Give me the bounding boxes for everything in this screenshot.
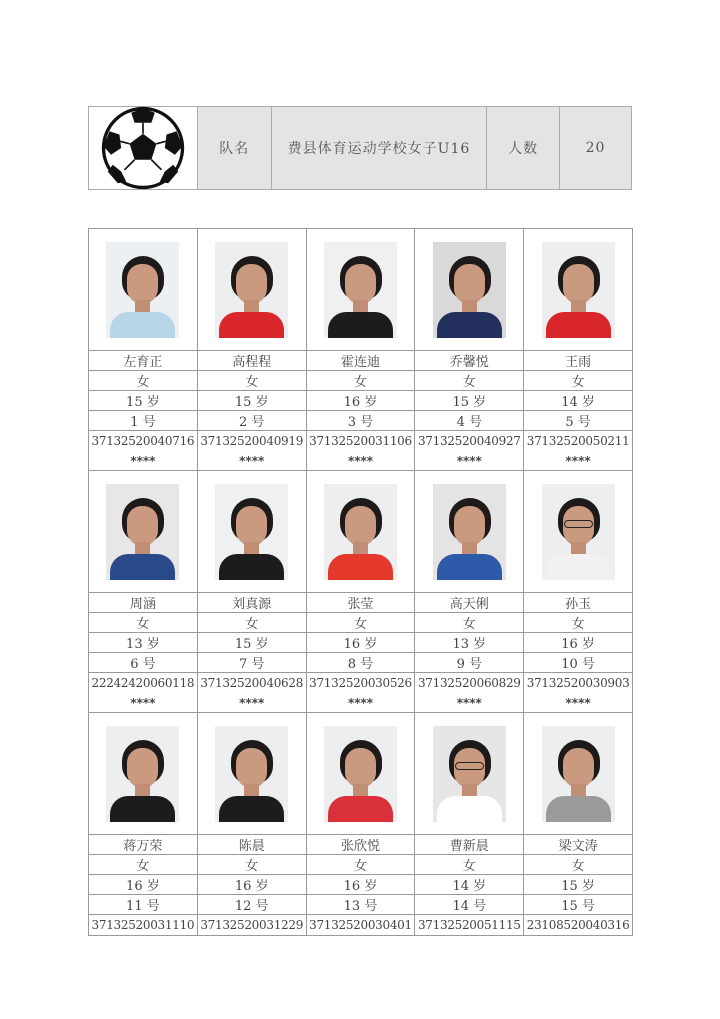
photo-cell <box>307 229 416 351</box>
team-name-label-cell <box>198 107 272 189</box>
player-number: 14 号 <box>415 895 524 915</box>
player-id: 37132520030903 <box>526 676 630 690</box>
player-age: 14 岁 <box>524 391 633 411</box>
player-id-masked: **** <box>239 453 265 468</box>
count-label-cell <box>487 107 560 189</box>
player-gender: 女 <box>524 613 633 633</box>
player-photo <box>542 484 615 580</box>
team-logo-cell <box>89 107 198 189</box>
player-gender-row <box>89 613 633 633</box>
player-id-cell <box>307 915 416 936</box>
player-id-masked: **** <box>239 695 265 710</box>
player-name: 霍连迪 <box>307 351 416 371</box>
player-gender: 女 <box>524 371 633 391</box>
player-id-cell <box>524 673 633 713</box>
player-photo <box>542 242 615 338</box>
player-number: 10 号 <box>524 653 633 673</box>
player-photo <box>215 484 288 580</box>
player-number: 7 号 <box>198 653 307 673</box>
player-photo <box>433 726 506 822</box>
player-gender: 女 <box>198 855 307 875</box>
player-number-row <box>89 895 633 915</box>
player-id-row <box>89 915 633 936</box>
photo-face <box>563 264 594 304</box>
player-number: 4 号 <box>415 411 524 431</box>
count-label: 人数 <box>508 141 539 157</box>
player-number-row <box>89 411 633 431</box>
count-value: 20 <box>585 140 606 156</box>
player-name: 张欣悦 <box>307 835 416 855</box>
player-id-row <box>89 673 633 713</box>
team-name-label: 队名 <box>219 141 250 157</box>
player-id-cell <box>89 431 198 471</box>
photo-face <box>127 264 158 304</box>
photo-face <box>236 506 267 546</box>
photo-shirt <box>219 554 284 580</box>
player-gender: 女 <box>89 855 198 875</box>
player-number: 12 号 <box>198 895 307 915</box>
player-id-cell <box>198 673 307 713</box>
player-name: 孙玉 <box>524 593 633 613</box>
player-id: 37132520031229 <box>200 918 304 932</box>
player-name-row <box>89 835 633 855</box>
player-age: 13 岁 <box>415 633 524 653</box>
photo-shirt <box>437 554 502 580</box>
photo-cell <box>524 229 633 351</box>
photo-shirt <box>110 554 175 580</box>
photo-shirt <box>437 796 502 822</box>
player-photo <box>106 242 179 338</box>
photo-cell <box>89 229 198 351</box>
player-gender: 女 <box>307 855 416 875</box>
player-gender-row <box>89 371 633 391</box>
player-age-row <box>89 633 633 653</box>
player-id-cell <box>198 915 307 936</box>
player-gender: 女 <box>415 855 524 875</box>
photo-cell <box>415 229 524 351</box>
player-id-masked: **** <box>347 695 374 710</box>
player-age: 15 岁 <box>198 391 307 411</box>
player-age: 13 岁 <box>89 633 198 653</box>
player-gender: 女 <box>524 855 633 875</box>
player-number: 15 号 <box>524 895 633 915</box>
player-number: 6 号 <box>89 653 198 673</box>
player-number: 13 号 <box>307 895 416 915</box>
team-name-cell <box>272 107 488 189</box>
player-id-masked: **** <box>456 453 482 468</box>
player-id: 37132520040628 <box>200 676 304 690</box>
photo-face <box>345 748 376 788</box>
player-id: 37132520030526 <box>309 676 412 690</box>
player-age: 16 岁 <box>307 633 416 653</box>
player-name: 乔馨悦 <box>415 351 524 371</box>
player-gender: 女 <box>415 371 524 391</box>
player-gender: 女 <box>198 613 307 633</box>
player-photo <box>324 726 397 822</box>
player-age: 15 岁 <box>415 391 524 411</box>
player-name: 王雨 <box>524 351 633 371</box>
player-number: 1 号 <box>89 411 198 431</box>
player-photo <box>324 484 397 580</box>
player-photo <box>433 242 506 338</box>
player-gender: 女 <box>415 613 524 633</box>
photo-cell <box>524 713 633 835</box>
player-number: 8 号 <box>307 653 416 673</box>
photo-face <box>454 506 485 546</box>
photo-cell <box>89 471 198 593</box>
player-name-row <box>89 351 633 371</box>
player-photo <box>106 726 179 822</box>
photo-row <box>89 229 633 351</box>
player-id-cell <box>524 431 633 471</box>
photo-shirt <box>437 312 502 338</box>
photo-face <box>345 506 376 546</box>
player-name: 周涵 <box>89 593 198 613</box>
player-name: 蒋万荣 <box>89 835 198 855</box>
player-photo <box>324 242 397 338</box>
player-number: 9 号 <box>415 653 524 673</box>
player-id: 37132520031106 <box>309 434 412 448</box>
player-id: 23108520040316 <box>526 918 630 932</box>
photo-shirt <box>328 796 393 822</box>
player-number-row <box>89 653 633 673</box>
player-age: 14 岁 <box>415 875 524 895</box>
player-id-cell <box>89 673 198 713</box>
photo-face <box>127 748 158 788</box>
player-photo <box>542 726 615 822</box>
player-id-masked: **** <box>565 453 591 468</box>
count-value-cell <box>560 107 631 189</box>
player-id: 37132520050211 <box>526 434 630 448</box>
photo-face <box>236 748 267 788</box>
player-id-masked: **** <box>347 453 374 468</box>
photo-face <box>454 264 485 304</box>
player-age: 16 岁 <box>198 875 307 895</box>
player-id: 22242420060118 <box>91 676 195 690</box>
photo-shirt <box>546 554 611 580</box>
player-id: 37132520040716 <box>91 434 195 448</box>
player-gender: 女 <box>307 613 416 633</box>
photo-glasses <box>455 762 484 770</box>
photo-shirt <box>110 796 175 822</box>
player-name-row <box>89 593 633 613</box>
photo-cell <box>415 471 524 593</box>
player-age-row <box>89 391 633 411</box>
player-name: 高天俐 <box>415 593 524 613</box>
player-id-cell <box>415 915 524 936</box>
player-photo <box>215 726 288 822</box>
player-id-cell <box>307 431 416 471</box>
player-age: 15 岁 <box>89 391 198 411</box>
player-gender: 女 <box>307 371 416 391</box>
player-id-cell <box>524 915 633 936</box>
player-id: 37132520031110 <box>91 918 195 932</box>
photo-cell <box>198 229 307 351</box>
player-id: 37132520040927 <box>417 434 521 448</box>
player-id-cell <box>307 673 416 713</box>
photo-shirt <box>546 312 611 338</box>
player-id: 37132520040919 <box>200 434 304 448</box>
player-name: 张莹 <box>307 593 416 613</box>
player-name: 刘真源 <box>198 593 307 613</box>
player-number: 11 号 <box>89 895 198 915</box>
photo-shirt <box>219 312 284 338</box>
player-id-cell <box>198 431 307 471</box>
player-name: 曹新晨 <box>415 835 524 855</box>
team-header-table <box>88 106 632 190</box>
player-id-masked: **** <box>130 453 156 468</box>
player-age: 16 岁 <box>307 391 416 411</box>
photo-glasses <box>564 520 593 528</box>
team-name: 费县体育运动学校女子U16 <box>287 141 471 157</box>
player-age-row <box>89 875 633 895</box>
player-age: 16 岁 <box>524 633 633 653</box>
photo-shirt <box>328 554 393 580</box>
player-id-row <box>89 431 633 471</box>
photo-face <box>345 264 376 304</box>
player-id-masked: **** <box>565 695 591 710</box>
player-photo <box>215 242 288 338</box>
photo-cell <box>415 713 524 835</box>
photo-row <box>89 471 633 593</box>
player-id-masked: **** <box>130 695 156 710</box>
player-photo <box>433 484 506 580</box>
photo-shirt <box>328 312 393 338</box>
player-id: 37132520030401 <box>309 918 412 932</box>
player-id-cell <box>415 431 524 471</box>
photo-row <box>89 713 633 835</box>
player-number: 5 号 <box>524 411 633 431</box>
player-id: 37132520051115 <box>417 918 521 932</box>
player-id-cell <box>415 673 524 713</box>
player-name: 高程程 <box>198 351 307 371</box>
player-gender: 女 <box>89 371 198 391</box>
player-gender: 女 <box>89 613 198 633</box>
player-age: 15 岁 <box>198 633 307 653</box>
player-age: 15 岁 <box>524 875 633 895</box>
roster-table <box>88 228 633 936</box>
player-photo <box>106 484 179 580</box>
player-name: 陈晨 <box>198 835 307 855</box>
photo-face <box>127 506 158 546</box>
player-gender: 女 <box>198 371 307 391</box>
soccer-ball-icon <box>101 106 185 190</box>
photo-cell <box>307 713 416 835</box>
photo-shirt <box>110 312 175 338</box>
player-number: 2 号 <box>198 411 307 431</box>
photo-cell <box>198 471 307 593</box>
player-name: 左育正 <box>89 351 198 371</box>
photo-cell <box>198 713 307 835</box>
player-gender-row <box>89 855 633 875</box>
photo-shirt <box>219 796 284 822</box>
photo-face <box>236 264 267 304</box>
photo-cell <box>89 713 198 835</box>
player-id-cell <box>89 915 198 936</box>
player-name: 梁文涛 <box>524 835 633 855</box>
player-number: 3 号 <box>307 411 416 431</box>
photo-face <box>563 748 594 788</box>
photo-shirt <box>546 796 611 822</box>
player-id: 37132520060829 <box>417 676 521 690</box>
player-age: 16 岁 <box>89 875 198 895</box>
player-id-masked: **** <box>456 695 482 710</box>
photo-cell <box>524 471 633 593</box>
photo-cell <box>307 471 416 593</box>
player-age: 16 岁 <box>307 875 416 895</box>
